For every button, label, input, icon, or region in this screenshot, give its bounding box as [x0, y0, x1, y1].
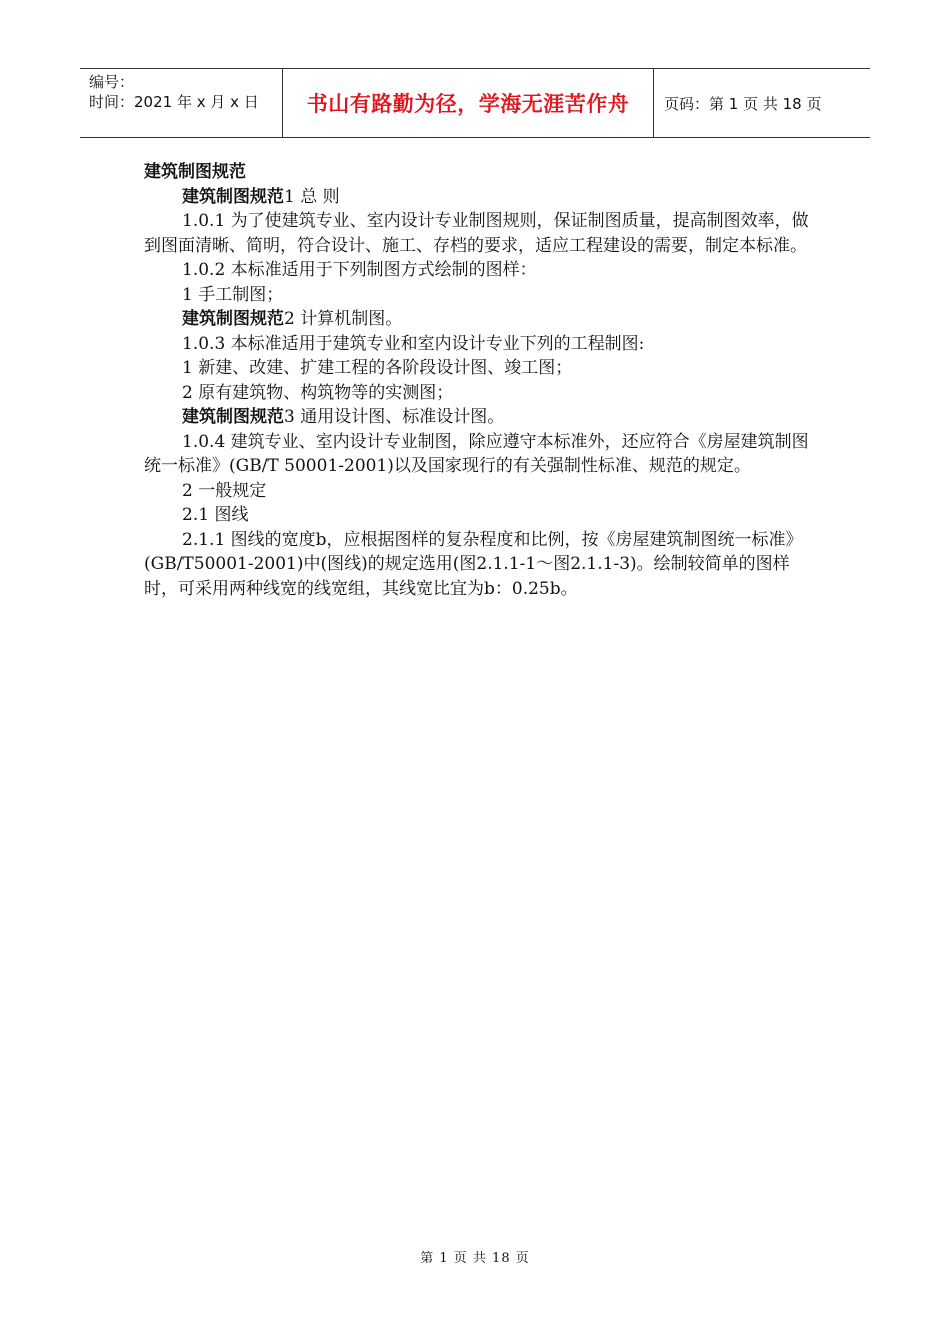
inline-heading: 建筑制图规范 — [182, 309, 284, 329]
document-time-label: 时间：2021 年 x 月 x 日 — [89, 93, 259, 111]
paragraph-text: 3 通用设计图、标准设计图。 — [284, 407, 505, 427]
subsection-heading: 2.1 图线 — [182, 505, 249, 525]
document-number-label: 编号： — [89, 73, 135, 91]
page-footer: 第 1 页 共 18 页 — [420, 1251, 530, 1266]
header-motto: 书山有路勤为径，学海无涯苦作舟 — [282, 69, 654, 137]
paragraph: 2 原有建筑物、构筑物等的实测图； — [182, 382, 454, 403]
document-title: 建筑制图规范 — [144, 162, 246, 182]
document-body — [144, 160, 809, 601]
page-header — [80, 68, 870, 138]
paragraph — [144, 185, 809, 210]
section-heading: 2 一般规定 — [182, 480, 267, 501]
paragraph-text: 1 总 则 — [284, 186, 340, 207]
header-left-cell — [80, 69, 282, 137]
paragraph: 1 新建、改建、扩建工程的各阶段设计图、竣工图； — [182, 358, 573, 378]
paragraph — [144, 405, 809, 430]
inline-heading: 建筑制图规范 — [182, 186, 284, 207]
header-page-info: 页码：第 1 页 共 18 页 — [664, 94, 822, 113]
paragraph: 1.0.3 本标准适用于建筑专业和室内设计专业下列的工程制图: — [182, 333, 645, 354]
paragraph-text: 2 计算机制图。 — [284, 309, 403, 329]
inline-heading: 建筑制图规范 — [182, 407, 284, 427]
paragraph: 1.0.1 为了使建筑专业、室内设计专业制图规则，保证制图质量，提高制图效率，做到图面清晰、简明，符合设计、施工、存档的要求，适应工程建设的需要，制定本标准。 — [144, 211, 809, 256]
paragraph: 1.0.4 建筑专业、室内设计专业制图，除应遵守本标准外，还应符合《房屋建筑制图统一标准》(GB/T 50001-2001)以及国家现行的有关强制性标准、规范的规定。 — [144, 431, 809, 476]
paragraph: 1.0.2 本标准适用于下列制图方式绘制的图样： — [182, 260, 537, 280]
paragraph — [144, 307, 809, 332]
paragraph: 1 手工制图； — [182, 284, 284, 305]
paragraph: 2.1.1 图线的宽度b，应根据图样的复杂程度和比例，按《房屋建筑制图统一标准》(GB/T50001-2001)中(图线)的规定选用(图2.1.1-1～图2.1.1-3)。绘制较简单的图样时，可采用两种线宽的线宽组，其线宽比宜为b：0.25b。 — [144, 529, 803, 599]
